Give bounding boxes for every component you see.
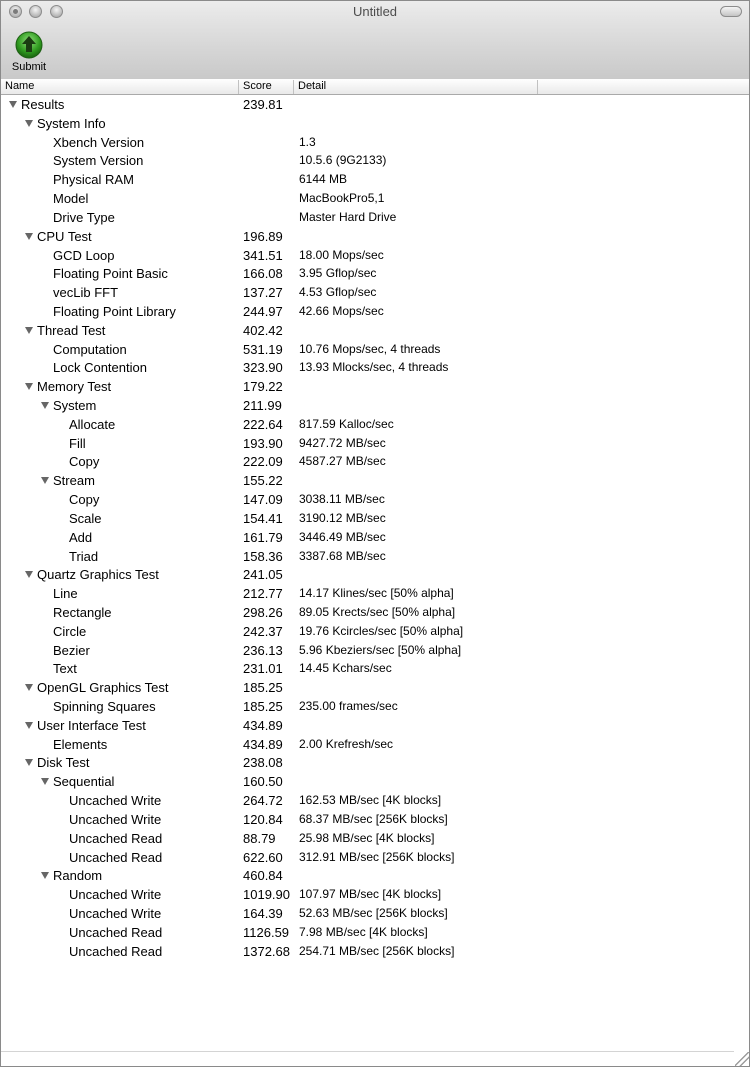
- outline-row[interactable]: [1, 528, 749, 547]
- row-name: Uncached Write: [69, 811, 162, 827]
- row-detail: 4587.27 MB/sec: [299, 454, 386, 469]
- window-title: Untitled: [352, 4, 398, 19]
- disclosure-triangle-icon[interactable]: [25, 722, 33, 729]
- row-detail: 18.00 Mops/sec: [299, 247, 384, 262]
- row-name: Thread Test: [37, 322, 106, 338]
- outline-row[interactable]: [1, 396, 749, 415]
- submit-button[interactable]: [7, 31, 51, 77]
- row-score: 185.25: [243, 680, 283, 696]
- row-detail: 6144 MB: [299, 172, 348, 187]
- row-name: Floating Point Basic: [53, 266, 168, 282]
- row-name: Results: [21, 97, 65, 112]
- outline-row[interactable]: [1, 471, 749, 490]
- row-detail: 42.66 Mops/sec: [299, 303, 384, 318]
- row-score: 179.22: [243, 379, 283, 395]
- outline-row[interactable]: [1, 377, 749, 396]
- outline-row[interactable]: [1, 565, 749, 584]
- row-name: Circle: [53, 623, 87, 639]
- row-name: Line: [53, 586, 78, 602]
- row-score: 241.05: [243, 567, 283, 583]
- outline-row[interactable]: [1, 697, 749, 716]
- row-name: GCD Loop: [53, 247, 115, 263]
- row-score: 160.50: [243, 774, 283, 790]
- row-score: 222.64: [243, 416, 283, 432]
- outline-row[interactable]: [1, 283, 749, 302]
- row-score: 236.13: [243, 642, 283, 658]
- row-detail: 9427.72 MB/sec: [299, 435, 386, 450]
- row-score: 434.89: [243, 736, 283, 752]
- row-name: CPU Test: [37, 228, 92, 244]
- row-name: Copy: [69, 454, 100, 470]
- row-score: 88.79: [243, 830, 276, 846]
- row-score: 323.90: [243, 360, 283, 376]
- column-header-score[interactable]: Score: [239, 80, 294, 94]
- outline-row[interactable]: [1, 133, 749, 152]
- row-name: Lock Contention: [53, 360, 147, 376]
- row-detail: 25.98 MB/sec [4K blocks]: [299, 830, 435, 845]
- row-name: Xbench Version: [53, 134, 145, 150]
- row-detail: 52.63 MB/sec [256K blocks]: [299, 905, 448, 920]
- outline-row[interactable]: [1, 189, 749, 208]
- disclosure-triangle-icon[interactable]: [41, 778, 49, 785]
- row-name: Uncached Read: [69, 849, 163, 865]
- outline-row[interactable]: [1, 415, 749, 434]
- row-detail: 68.37 MB/sec [256K blocks]: [299, 811, 448, 826]
- title-toolbar: [1, 1, 749, 80]
- row-score: 264.72: [243, 793, 283, 809]
- outline-row[interactable]: [1, 340, 749, 359]
- row-name: Sequential: [53, 774, 115, 790]
- row-name: System Version: [53, 153, 144, 169]
- row-name: Disk Test: [37, 755, 90, 771]
- row-detail: 235.00 frames/sec: [299, 699, 398, 713]
- outline-row[interactable]: [1, 227, 749, 246]
- row-score: 193.90: [243, 435, 283, 451]
- row-score: 231.01: [243, 661, 283, 677]
- row-detail: Master Hard Drive: [299, 209, 397, 224]
- row-name: Quartz Graphics Test: [37, 567, 159, 583]
- row-detail: 1.3: [299, 134, 316, 149]
- row-name: Uncached Read: [69, 830, 163, 846]
- row-name: Rectangle: [53, 604, 112, 620]
- row-name: System Info: [37, 115, 106, 131]
- outline-row[interactable]: [1, 264, 749, 283]
- row-detail: 3446.49 MB/sec: [299, 529, 386, 544]
- row-name: Allocate: [69, 416, 116, 432]
- outline-row[interactable]: [1, 208, 749, 227]
- row-name: Uncached Read: [69, 924, 163, 940]
- horizontal-scroll-area: [1, 1051, 734, 1066]
- row-detail: 3190.12 MB/sec: [299, 510, 386, 525]
- row-name: Computation: [53, 341, 127, 357]
- outline-row[interactable]: [1, 452, 749, 471]
- row-score: 238.08: [243, 755, 283, 771]
- row-detail: 817.59 Kalloc/sec: [299, 416, 394, 431]
- row-detail: 14.17 Klines/sec [50% alpha]: [299, 586, 454, 601]
- row-detail: 13.93 Mlocks/sec, 4 threads: [299, 360, 449, 375]
- row-score: 164.39: [243, 905, 283, 921]
- outline-row[interactable]: [1, 942, 749, 961]
- outline-row[interactable]: [1, 810, 749, 829]
- row-detail: 3038.11 MB/sec: [299, 492, 385, 507]
- row-score: 147.09: [243, 492, 283, 508]
- outline-row[interactable]: [1, 735, 749, 754]
- column-header: [1, 79, 749, 95]
- row-score: 622.60: [243, 849, 283, 865]
- disclosure-triangle-icon[interactable]: [25, 327, 33, 334]
- outline-row[interactable]: [1, 114, 749, 133]
- row-score: 158.36: [243, 548, 283, 564]
- row-detail: 4.53 Gflop/sec: [299, 285, 377, 300]
- up-arrow-icon: [15, 31, 43, 59]
- row-name: Copy: [69, 492, 100, 508]
- outline-row[interactable]: [1, 866, 749, 885]
- row-name: Add: [69, 529, 93, 545]
- submit-label: Submit: [11, 61, 47, 73]
- outline-row[interactable]: [1, 584, 749, 603]
- outline-row[interactable]: [1, 885, 749, 904]
- row-score: 244.97: [243, 303, 283, 319]
- outline-row[interactable]: [1, 791, 749, 810]
- outline-row[interactable]: [1, 829, 749, 848]
- row-name: System: [53, 398, 97, 413]
- disclosure-triangle-icon[interactable]: [41, 402, 49, 409]
- row-score: 222.09: [243, 454, 283, 470]
- outline-row[interactable]: [1, 321, 749, 340]
- row-name: Uncached Write: [69, 905, 162, 921]
- row-detail: 10.5.6 (9G2133): [299, 153, 387, 168]
- disclosure-triangle-icon[interactable]: [25, 233, 33, 240]
- row-score: 137.27: [243, 285, 283, 301]
- row-detail: 19.76 Kcircles/sec [50% alpha]: [299, 623, 464, 638]
- outline-row[interactable]: [1, 848, 749, 867]
- row-score: 196.89: [243, 228, 283, 244]
- disclosure-triangle-icon[interactable]: [25, 383, 33, 390]
- disclosure-triangle-icon[interactable]: [25, 684, 33, 691]
- outline-row[interactable]: [1, 302, 749, 321]
- row-name: Floating Point Library: [53, 303, 176, 319]
- row-detail: 7.98 MB/sec [4K blocks]: [299, 924, 428, 939]
- row-detail: 2.00 Krefresh/sec: [299, 736, 394, 751]
- row-detail: 3.95 Gflop/sec: [299, 266, 377, 281]
- row-score: 434.89: [243, 717, 283, 733]
- row-detail: 14.45 Kchars/sec: [299, 661, 392, 676]
- outline-row[interactable]: [1, 547, 749, 566]
- outline-row[interactable]: [1, 753, 749, 772]
- resize-grip-icon[interactable]: [735, 1052, 749, 1066]
- row-detail: MacBookPro5,1: [299, 191, 385, 206]
- row-detail: 254.71 MB/sec [256K blocks]: [299, 943, 455, 958]
- row-score: 166.08: [243, 266, 283, 282]
- row-detail: 10.76 Mops/sec, 4 threads: [299, 341, 441, 356]
- row-name: Fill: [69, 435, 86, 451]
- row-name: Physical RAM: [53, 172, 134, 188]
- outline-row[interactable]: [1, 716, 749, 735]
- row-name: Uncached Write: [69, 887, 162, 903]
- row-detail: 312.91 MB/sec [256K blocks]: [299, 849, 455, 864]
- outline-row[interactable]: [1, 170, 749, 189]
- row-name: User Interface Test: [37, 717, 146, 733]
- row-name: vecLib FFT: [53, 285, 119, 301]
- outline-row[interactable]: [1, 622, 749, 641]
- outline-row[interactable]: [1, 151, 749, 170]
- row-name: Stream: [53, 473, 95, 489]
- disclosure-triangle-icon[interactable]: [9, 101, 17, 108]
- row-score: 1019.90: [243, 887, 290, 903]
- row-name: Uncached Write: [69, 793, 162, 809]
- row-score: 212.77: [243, 586, 283, 602]
- disclosure-triangle-icon[interactable]: [25, 571, 33, 578]
- outline-row[interactable]: [1, 603, 749, 622]
- row-score: 239.81: [243, 97, 283, 112]
- outline-row[interactable]: [1, 246, 749, 265]
- outline-row[interactable]: [1, 95, 749, 114]
- row-name: OpenGL Graphics Test: [37, 680, 169, 696]
- row-detail: 3387.68 MB/sec: [299, 548, 386, 563]
- row-name: Drive Type: [53, 209, 115, 225]
- row-name: Text: [53, 661, 77, 677]
- row-score: 402.42: [243, 322, 283, 338]
- row-score: 242.37: [243, 623, 283, 639]
- row-name: Model: [53, 191, 89, 207]
- row-score: 531.19: [243, 341, 283, 357]
- outline-row[interactable]: [1, 923, 749, 942]
- outline-row[interactable]: [1, 641, 749, 660]
- outline-row[interactable]: [1, 678, 749, 697]
- row-name: Memory Test: [37, 379, 112, 395]
- row-name: Elements: [53, 736, 108, 752]
- results-outline: [1, 95, 749, 960]
- row-score: 154.41: [243, 510, 283, 526]
- row-name: Spinning Squares: [53, 699, 156, 714]
- row-score: 155.22: [243, 473, 283, 489]
- row-detail: 162.53 MB/sec [4K blocks]: [299, 793, 442, 808]
- row-name: Triad: [69, 548, 99, 564]
- outline-row[interactable]: [1, 509, 749, 528]
- row-score: 185.25: [243, 699, 283, 714]
- row-detail: 89.05 Krects/sec [50% alpha]: [299, 604, 456, 619]
- row-detail: 107.97 MB/sec [4K blocks]: [299, 887, 442, 902]
- disclosure-triangle-icon[interactable]: [41, 872, 49, 879]
- disclosure-triangle-icon[interactable]: [25, 759, 33, 766]
- row-name: Scale: [69, 510, 102, 526]
- toolbar-toggle-button[interactable]: [720, 6, 742, 17]
- row-name: Random: [53, 868, 103, 884]
- outline-row[interactable]: [1, 904, 749, 923]
- outline-row[interactable]: [1, 659, 749, 678]
- outline-row[interactable]: [1, 358, 749, 377]
- row-score: 460.84: [243, 868, 283, 884]
- disclosure-triangle-icon[interactable]: [25, 120, 33, 127]
- row-score: 1372.68: [243, 943, 290, 959]
- row-name: Bezier: [53, 642, 90, 658]
- row-score: 341.51: [243, 247, 283, 263]
- row-score: 1126.59: [243, 924, 290, 940]
- row-detail: 5.96 Kbeziers/sec [50% alpha]: [299, 642, 462, 657]
- row-score: 161.79: [243, 529, 283, 545]
- column-header-name[interactable]: Name: [1, 80, 239, 94]
- row-score: 120.84: [243, 811, 283, 827]
- outline-row[interactable]: [1, 434, 749, 453]
- column-header-detail[interactable]: Detail: [294, 80, 538, 94]
- disclosure-triangle-icon[interactable]: [41, 477, 49, 484]
- row-name: Uncached Read: [69, 943, 163, 959]
- outline-row[interactable]: [1, 772, 749, 791]
- outline-row[interactable]: [1, 490, 749, 509]
- row-score: 298.26: [243, 604, 283, 620]
- row-score: 211.99: [243, 398, 282, 413]
